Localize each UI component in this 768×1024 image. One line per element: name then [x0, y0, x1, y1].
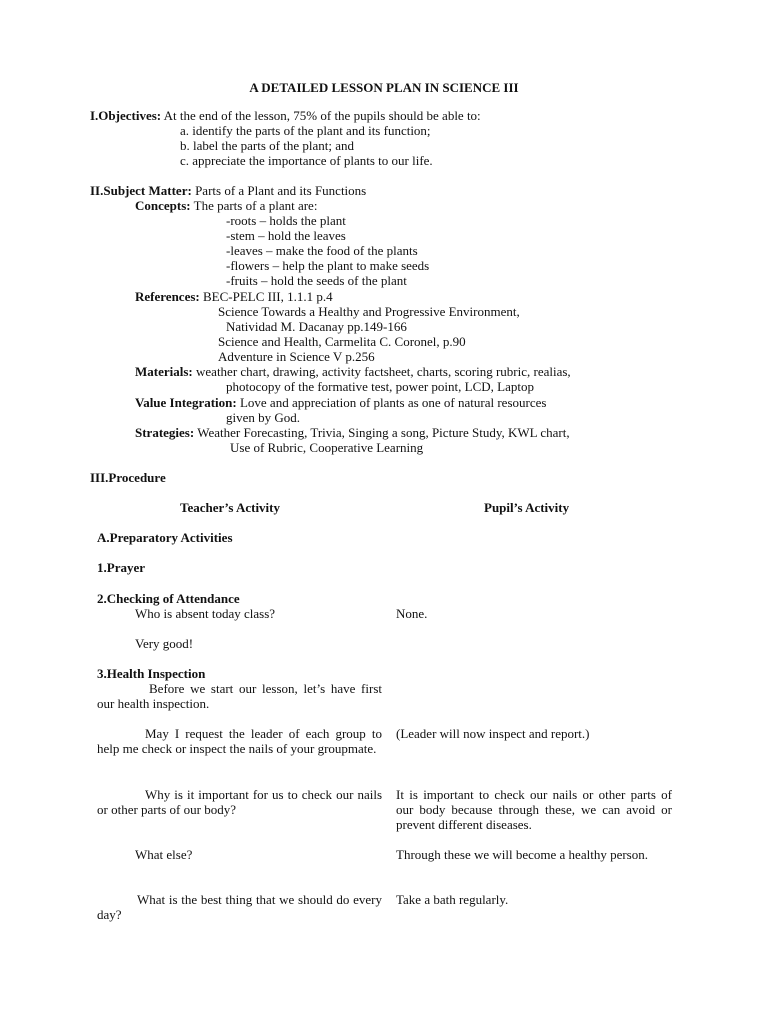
preparatory-heading: A.Preparatory Activities	[97, 530, 233, 545]
teacher-paragraph: Why is it important for us to check our nails or other parts of our body?	[97, 787, 382, 817]
references-line	[135, 289, 333, 304]
references-label: References:	[135, 289, 200, 304]
pupil-paragraph: Through these we will become a healthy person.	[396, 847, 648, 862]
subject-matter-line	[90, 183, 366, 198]
attendance-heading: 2.Checking of Attendance	[97, 591, 240, 606]
concept-item: -flowers – help the plant to make seeds	[226, 258, 430, 273]
concepts-label: Concepts:	[135, 198, 191, 213]
strategies-line	[135, 425, 570, 440]
reference-item: Science Towards a Healthy and Progressive Environment,	[218, 304, 520, 319]
reference-item: Adventure in Science V p.256	[218, 349, 375, 364]
teacher-line: Very good!	[135, 636, 194, 651]
health-heading: 3.Health Inspection	[97, 666, 206, 681]
objectives-intro: At the end of the lesson, 75% of the pupils should be able to:	[163, 108, 481, 123]
concept-item: -roots – holds the plant	[226, 213, 346, 228]
reference-item: BEC-PELC III, 1.1.1 p.4	[202, 289, 333, 304]
objectives-label: I.Objectives:	[90, 108, 162, 123]
procedure-heading: III.Procedure	[90, 470, 166, 485]
value-integration-text: Love and appreciation of plants as one of natural resources	[239, 395, 547, 410]
pupil-paragraph: It is important to check our nails or other parts of our body because through these, we can avoid or prevent different diseases.	[396, 787, 672, 832]
teacher-activity-header: Teacher’s Activity	[180, 500, 281, 515]
reference-item: Science and Health, Carmelita C. Coronel, p.90	[218, 334, 466, 349]
value-integration-line	[135, 395, 546, 410]
objectives-line	[90, 108, 481, 123]
concept-item: -fruits – hold the seeds of the plant	[226, 273, 407, 288]
strategies-text: Weather Forecasting, Trivia, Singing a song, Picture Study, KWL chart,	[197, 425, 570, 440]
concept-item: -stem – hold the leaves	[226, 228, 346, 243]
subject-matter-value: Parts of a Plant and its Functions	[195, 183, 367, 198]
materials-text: photocopy of the formative test, power point, LCD, Laptop	[226, 379, 534, 394]
concept-item: -leaves – make the food of the plants	[226, 243, 418, 258]
materials-text: weather chart, drawing, activity factsheet, charts, scoring rubric, realias,	[196, 364, 571, 379]
pupil-line: Take a bath regularly.	[396, 892, 509, 907]
materials-label: Materials:	[135, 364, 193, 379]
pupil-activity-header: Pupil’s Activity	[484, 500, 570, 515]
prayer-heading: 1.Prayer	[97, 560, 146, 575]
objective-item: a. identify the parts of the plant and its function;	[180, 123, 431, 138]
pupil-line: (Leader will now inspect and report.)	[396, 726, 590, 741]
teacher-paragraph: What is the best thing that we should do every day?	[97, 892, 382, 922]
value-integration-label: Value Integration:	[135, 395, 237, 410]
pupil-line: None.	[396, 606, 428, 621]
reference-item: Natividad M. Dacanay pp.149-166	[226, 319, 407, 334]
objective-item: b. label the parts of the plant; and	[180, 138, 355, 153]
subject-matter-label: II.Subject Matter:	[90, 183, 192, 198]
objective-item: c. appreciate the importance of plants to our life.	[180, 153, 433, 168]
value-integration-text: given by God.	[226, 410, 301, 425]
teacher-paragraph: Before we start our lesson, let’s have first our health inspection.	[97, 681, 382, 711]
strategies-text: Use of Rubric, Cooperative Learning	[230, 440, 424, 455]
teacher-paragraph: May I request the leader of each group to help me check or inspect the nails of your groupmate.	[97, 726, 382, 756]
teacher-line: Who is absent today class?	[135, 606, 276, 621]
page-title: A DETAILED LESSON PLAN IN SCIENCE III	[249, 80, 519, 95]
teacher-line: What else?	[135, 847, 193, 862]
concepts-intro: The parts of a plant are:	[193, 198, 318, 213]
concepts-line	[135, 198, 317, 213]
strategies-label: Strategies:	[135, 425, 195, 440]
materials-line	[135, 364, 571, 379]
